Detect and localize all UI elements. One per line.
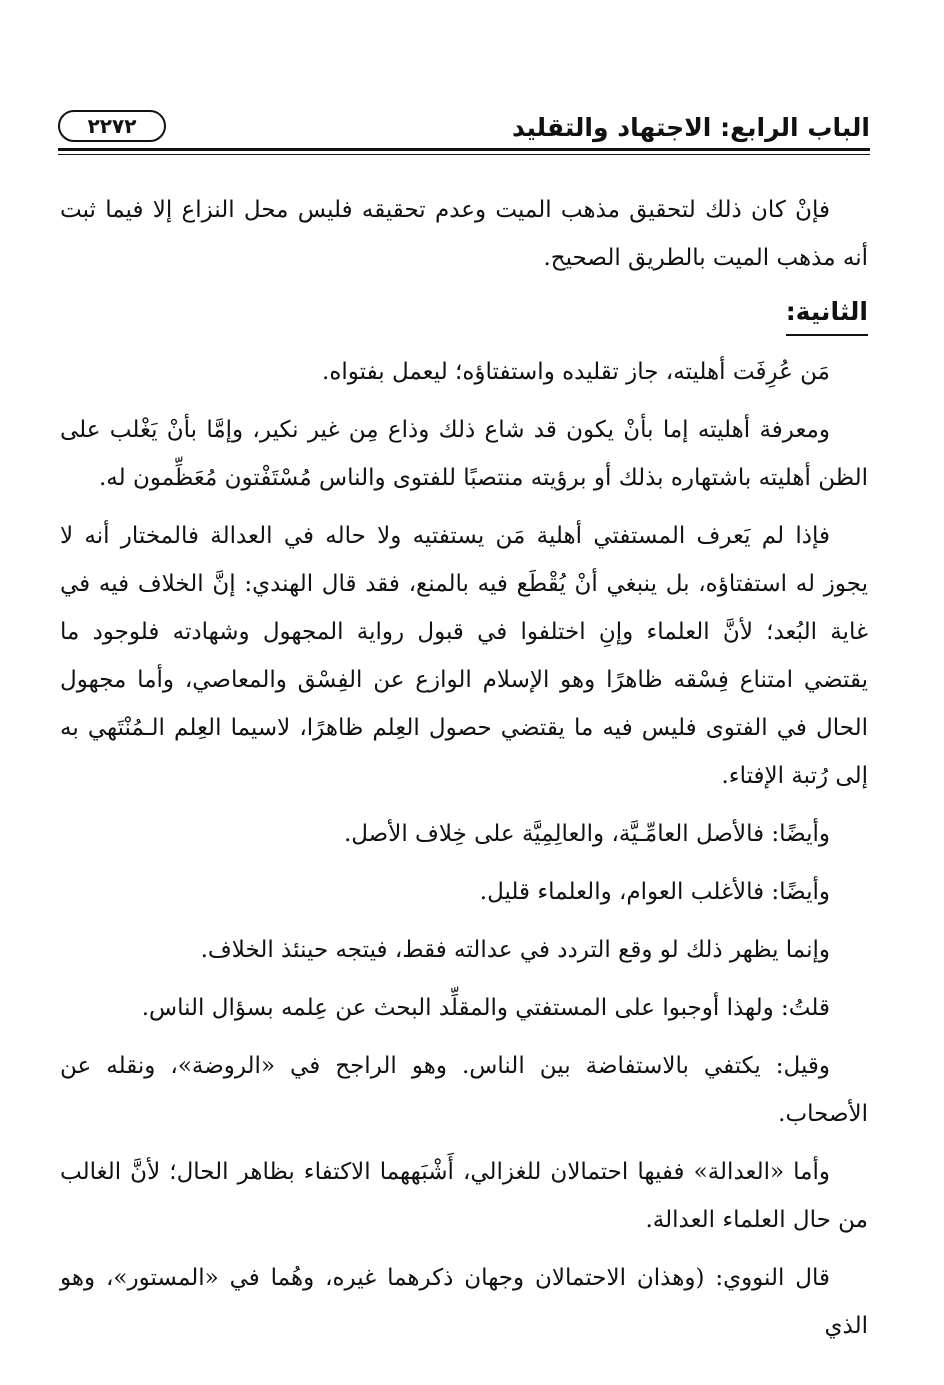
paragraph: قلتُ: ولهذا أوجبوا على المستفتي والمقلِّد البحث عن عِلمه بسؤال الناس.: [141, 995, 830, 1021]
paragraph: مَن عُرِفَت أهليته، جاز تقليده واستفتاؤه؛ ليعمل بفتواه.: [322, 359, 830, 385]
paragraph: وإنما يظهر ذلك لو وقع التردد في عدالته فقط، فيتجه حينئذ الخلاف.: [200, 937, 830, 963]
section-heading: [60, 292, 868, 336]
paragraph: فإذا لم يَعرف المستفتي أهلية مَن يستفتيه ولا حاله في العدالة فالمختار أنه لا يجوز له استفتاؤه، بل ينبغي أنْ يُقْطَع فيه بالمنع، فقد قال الهندي: إنَّ الخلاف فيه في غاية البُعد؛ لأنَّ العلماء وإنِ اختلفوا في قبول رواية المجهول وشهادته فلوجود ما يقتضي امتناع فِسْقه ظاهرًا وهو الإسلام الوازع عن الفِسْق والمعاصي، وأما مجهول الحال في الفتوى فليس فيه ما يقتضي حصول العِلم ظاهرًا، لاسيما العِلم الـمُنْتَهي به إلى رُتبة الإفتاء.: [60, 523, 868, 789]
page-body: [60, 186, 868, 1360]
paragraph: فإنْ كان ذلك لتحقيق مذهب الميت وعدم تحقيقه فليس محل النزاع إلا فيما ثبت أنه مذهب الميت بالطريق الصحيح.: [60, 197, 868, 271]
page-header: [58, 108, 870, 152]
paragraph: قال النووي: (وهذان الاحتمالان وجهان ذكرهما غيره، وهُما في «المستور»، وهو الذي: [60, 1265, 868, 1339]
page-number-badge: ٢٢٧٢: [58, 110, 166, 142]
header-rule-thin: [58, 154, 870, 155]
paragraph: وقيل: يكتفي بالاستفاضة بين الناس. وهو الراجح في «الروضة»، ونقله عن الأصحاب.: [60, 1053, 868, 1127]
section-heading-text: الثانية:: [786, 292, 868, 336]
paragraph: وأيضًا: فالأصل العامِّـيَّة، والعالِمِيَّة على خِلاف الأصل.: [343, 821, 830, 847]
paragraph: ومعرفة أهليته إما بأنْ يكون قد شاع ذلك وذاع مِن غير نكير، وإمَّا بأنْ يَغْلب على الظن أهليته باشتهاره بذلك أو برؤيته منتصبًا للفتوى والناس مُسْتَفْتون مُعَظِّمون له.: [60, 417, 868, 491]
header-rule: [58, 148, 870, 151]
paragraph: وأما «العدالة» ففيها احتمالان للغزالي، أَشْبَههما الاكتفاء بظاهر الحال؛ لأنَّ الغالب من حال العلماء العدالة.: [60, 1159, 868, 1233]
chapter-title: الباب الرابع: الاجتهاد والتقليد: [512, 113, 870, 142]
paragraph: وأيضًا: فالأغلب العوام، والعلماء قليل.: [479, 879, 830, 905]
